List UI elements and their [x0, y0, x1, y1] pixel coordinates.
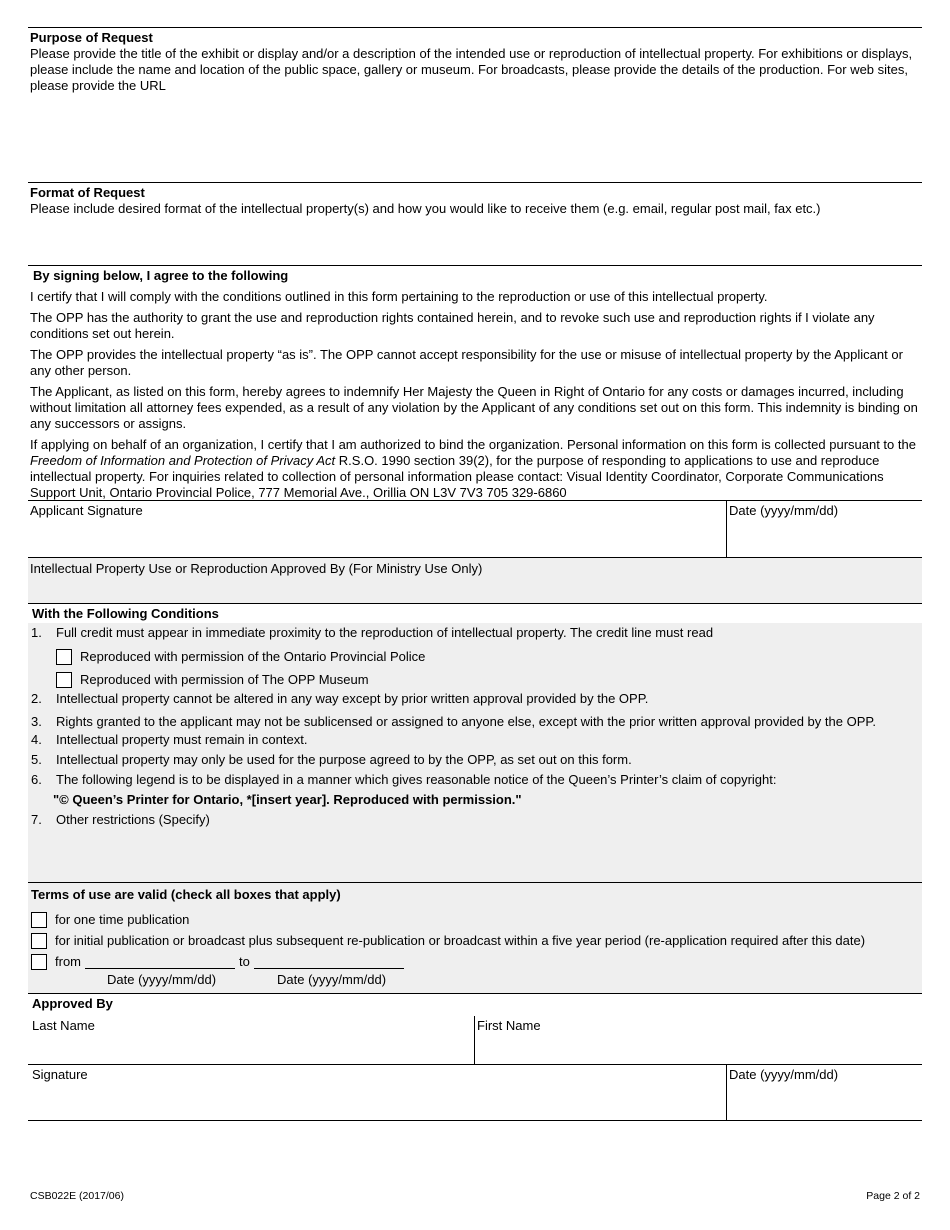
- credit-option-label: Reproduced with permission of The OPP Museum: [80, 671, 369, 687]
- from-label: from: [55, 953, 81, 969]
- terms-option-five-year[interactable]: [31, 930, 919, 951]
- last-name-label: Last Name: [32, 1018, 95, 1033]
- condition-number: 6.: [31, 772, 42, 787]
- agreement-section: [28, 266, 922, 500]
- purpose-section[interactable]: [28, 28, 922, 182]
- condition-text: The following legend is to be displayed in a manner which gives reasonable notice of the Queen’s Printer’s claim of copyright:: [56, 772, 777, 787]
- applicant-date-field[interactable]: [726, 501, 922, 557]
- purpose-title: Purpose of Request: [30, 30, 153, 45]
- format-instructions: Please include desired format of the intellectual property(s) and how you would like to receive them (e.g. email, regular post mail, fax etc.): [30, 201, 821, 216]
- checkbox[interactable]: [31, 912, 47, 928]
- agreement-p2: The OPP has the authority to grant the use and reproduction rights contained herein, and to revoke such use and reproduction rights if I violate any conditions set out herein.: [30, 310, 875, 341]
- condition-text: Intellectual property may only be used for the purpose agreed to by the OPP, as set out on this form.: [56, 752, 632, 767]
- agreement-p1: I certify that I will comply with the conditions outlined in this form pertaining to the reproduction or use of this intellectual property.: [30, 289, 768, 304]
- condition-number: 1.: [31, 625, 42, 640]
- first-name-field[interactable]: [474, 1016, 922, 1064]
- agreement-p4: The Applicant, as listed on this form, hereby agrees to indemnify Her Majesty the Queen in Right of Ontario for any costs or damages incurred, including without limitation all attorney fees expended, as a result of any violation by the Applicant of any conditions set out on this form. This indemnity is binding on any successors or assigns.: [30, 384, 918, 431]
- terms-option-one-time[interactable]: [31, 909, 919, 930]
- terms-option-date-range[interactable]: [31, 951, 919, 972]
- agreement-p5-act: Freedom of Information and Protection of Privacy Act: [30, 453, 336, 468]
- form-page: [28, 27, 922, 1121]
- from-date-hint: Date (yyyy/mm/dd): [107, 972, 217, 987]
- checkbox[interactable]: [31, 954, 47, 970]
- checkbox[interactable]: [56, 649, 72, 665]
- conditions-section: [28, 603, 922, 882]
- date-format-hints: [31, 972, 919, 988]
- condition-item: [28, 732, 922, 752]
- to-date-input[interactable]: [254, 955, 404, 969]
- format-title: Format of Request: [30, 185, 145, 200]
- condition-text: Rights granted to the applicant may not be sublicensed or assigned to anyone else, except with the prior written approval provided by the OPP.: [56, 714, 876, 729]
- applicant-signature-field[interactable]: [28, 501, 726, 557]
- ministry-approval-field[interactable]: [28, 557, 922, 603]
- condition-number: 3.: [31, 714, 42, 729]
- credit-option-opp-museum[interactable]: [28, 668, 922, 691]
- checkbox[interactable]: [56, 672, 72, 688]
- condition-number: 2.: [31, 691, 42, 706]
- applicant-date-label: Date (yyyy/mm/dd): [729, 503, 839, 518]
- approver-signature-row: [28, 1064, 922, 1121]
- ministry-approval-label: Intellectual Property Use or Reproduction Approved By (For Ministry Use Only): [30, 561, 483, 576]
- condition-item[interactable]: [28, 812, 922, 832]
- applicant-signature-row: [28, 500, 922, 557]
- condition-text: Other restrictions (Specify): [56, 812, 210, 827]
- condition-text: Intellectual property must remain in context.: [56, 732, 308, 747]
- credit-option-ontario-provincial-police[interactable]: [28, 645, 922, 668]
- agreement-p5: [30, 437, 920, 501]
- terms-option-label: for one time publication: [55, 911, 190, 927]
- condition-number: 4.: [31, 732, 42, 747]
- approver-date-field[interactable]: [726, 1065, 922, 1120]
- condition-text: Full credit must appear in immediate proximity to the reproduction of intellectual property. The credit line must read: [56, 625, 714, 640]
- last-name-field[interactable]: [28, 1016, 474, 1064]
- copyright-legend: "© Queen’s Printer for Ontario, *[insert year]. Reproduced with permission.": [53, 792, 522, 807]
- first-name-label: First Name: [477, 1018, 541, 1033]
- condition-item: [28, 711, 922, 732]
- page-footer: [30, 1188, 920, 1204]
- agreement-title: By signing below, I agree to the following: [33, 268, 289, 283]
- approver-signature-field[interactable]: [28, 1065, 726, 1120]
- checkbox[interactable]: [31, 933, 47, 949]
- agreement-p5-b: R.S.O. 1990 section 39(2), for the purpose of responding to applications to use and reproduce intellectual property. For inquiries related to collection of personal information please contact: Visual Identity Coordinator, Corporate Communications Support Unit, Ontario Provincial Police, 777 Memorial Ave., Orillia ON L3V 7V3 705 329-6860: [30, 453, 884, 500]
- page-number: Page 2 of 2: [866, 1190, 920, 1202]
- agreement-p3: The OPP provides the intellectual property “as is”. The OPP cannot accept responsibility for the use or misuse of intellectual property by the Applicant or any other person.: [30, 347, 903, 378]
- condition-number: 5.: [31, 752, 42, 767]
- condition-item: [28, 625, 922, 645]
- condition-number: 7.: [31, 812, 42, 827]
- condition-item: [28, 752, 922, 772]
- from-date-input[interactable]: [85, 955, 235, 969]
- conditions-list: [28, 623, 922, 882]
- terms-option-label: for initial publication or broadcast plus subsequent re-publication or broadcast within a five year period (re-application required after this date): [55, 932, 866, 948]
- conditions-title: With the Following Conditions: [28, 604, 922, 623]
- approver-signature-label: Signature: [32, 1067, 88, 1082]
- condition-text: Intellectual property cannot be altered in any way except by prior written approval provided by the OPP.: [56, 691, 649, 706]
- to-label: to: [239, 953, 250, 969]
- terms-section: [28, 882, 922, 993]
- condition-item: [28, 772, 922, 792]
- credit-option-label: Reproduced with permission of the Ontario Provincial Police: [80, 648, 426, 664]
- approved-by-title: Approved By: [32, 996, 113, 1011]
- condition-item: [28, 691, 922, 711]
- to-date-hint: Date (yyyy/mm/dd): [277, 972, 387, 987]
- purpose-instructions: Please provide the title of the exhibit or display and/or a description of the intended use or reproduction of intellectual property. For exhibitions or displays, please include the name and location of the public space, gallery or museum. For broadcasts, please provide the details of the production. For web sites, please provide the URL: [30, 46, 913, 93]
- format-section[interactable]: [28, 183, 922, 265]
- agreement-p5-a: If applying on behalf of an organization, I certify that I am authorized to bind the organization. Personal information on this form is collected pursuant to the: [30, 437, 916, 452]
- approved-by-section: [28, 993, 922, 1121]
- terms-title: Terms of use are valid (check all boxes that apply): [31, 887, 341, 902]
- approver-name-row: [28, 1016, 922, 1064]
- form-id: CSB022E (2017/06): [30, 1190, 124, 1202]
- applicant-signature-label: Applicant Signature: [30, 503, 143, 518]
- approver-date-label: Date (yyyy/mm/dd): [729, 1067, 839, 1082]
